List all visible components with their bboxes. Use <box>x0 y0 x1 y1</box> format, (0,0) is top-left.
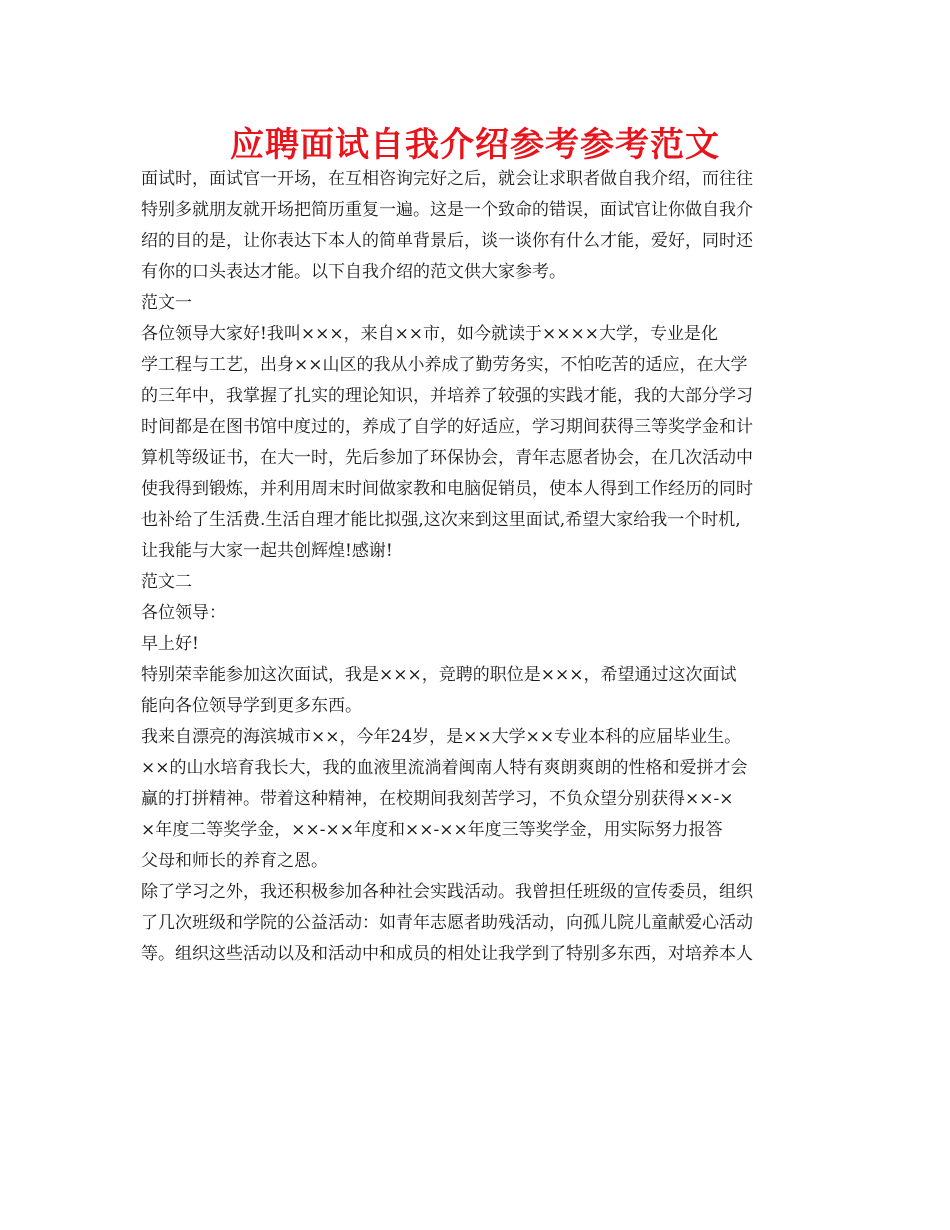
body-line: 各位领导： <box>141 603 226 623</box>
body-line: 绍的目的是，让你表达下本人的简单背景后，谈一谈你有什么才能，爱好，同时还 <box>141 231 753 251</box>
section-heading: 范文二 <box>141 572 192 592</box>
body-line: 等。组织这些活动以及和活动中和成员的相处让我学到了特别多东西，对培养本人 <box>141 944 753 964</box>
body-line: 时间都是在图书馆中度过的，养成了自学的好适应，学习期间获得三等奖学金和计 <box>141 417 753 437</box>
body-line: 让我能与大家一起共创辉煌!感谢! <box>141 541 393 561</box>
body-line: 学工程与工艺，出身××山区的我从小养成了勤劳务实，不怕吃苦的适应，在大学 <box>141 355 748 375</box>
body-line: ×年度二等奖学金，××-××年度和××-××年度三等奖学金，用实际努力报答 <box>141 820 723 840</box>
body-line: 各位领导大家好!我叫×××，来自××市，如今就读于××××大学，专业是化 <box>141 324 719 344</box>
section-heading: 范文一 <box>141 293 192 313</box>
body-line: 使我得到锻炼，并利用周末时间做家教和电脑促销员，使本人得到工作经历的同时 <box>141 479 753 499</box>
body-line: 有你的口头表达才能。以下自我介绍的范文供大家参考。 <box>141 262 566 282</box>
body-line: 除了学习之外，我还积极参加各种社会实践活动。我曾担任班级的宣传委员，组织 <box>141 882 753 902</box>
document-body <box>141 164 831 970</box>
body-line: 算机等级证书，在大一时，先后参加了环保协会，青年志愿者协会，在几次活动中 <box>141 448 753 468</box>
body-line: 早上好! <box>141 634 199 654</box>
body-line: 也补给了生活费.生活自理才能比拟强,这次来到这里面试,希望大家给我一个时机, <box>141 510 741 530</box>
body-line: 能向各位领导学到更多东西。 <box>141 696 362 716</box>
body-line: 赢的打拼精神。带着这种精神，在校期间我刻苦学习，不负众望分别获得××-× <box>141 789 734 809</box>
body-line: 父母和师长的养育之恩。 <box>141 851 328 871</box>
body-line: 特别荣幸能参加这次面试，我是×××，竞聘的职位是×××，希望通过这次面试 <box>141 665 737 685</box>
body-line: 特别多就朋友就开场把简历重复一遍。这是一个致命的错误，面试官让你做自我介 <box>141 200 753 220</box>
body-line: 的三年中，我掌握了扎实的理论知识，并培养了较强的实践才能，我的大部分学习 <box>141 386 753 406</box>
document-title: 应聘面试自我介绍参考参考范文 <box>230 125 720 165</box>
body-line: 我来自漂亮的海滨城市××，今年24岁，是××大学××专业本科的应届毕业生。 <box>141 727 742 747</box>
body-line: 面试时，面试官一开场，在互相咨询完好之后，就会让求职者做自我介绍，而往往 <box>141 169 753 189</box>
body-line: ××的山水培育我长大，我的血液里流淌着闽南人特有爽朗爽朗的性格和爱拼才会 <box>141 758 748 778</box>
body-line: 了几次班级和学院的公益活动：如青年志愿者助残活动，向孤儿院儿童献爱心活动 <box>141 913 753 933</box>
